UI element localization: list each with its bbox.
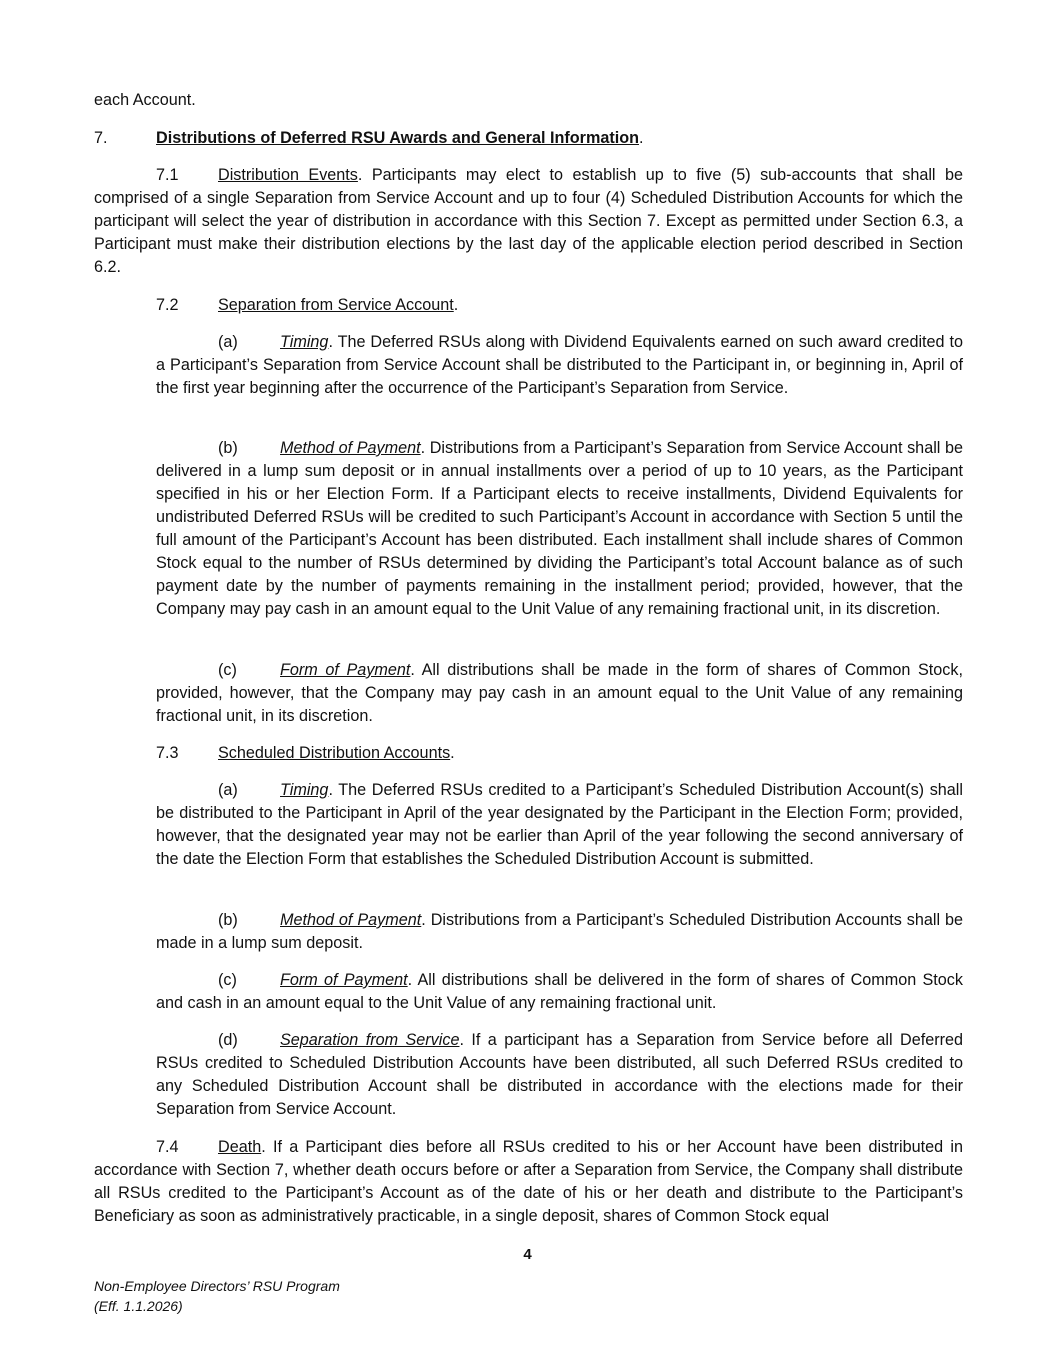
section-7-4-paragraph: 7.4 Death. If a Participant dies before all RSUs credited to his or her Account have been distributed in accordance with Section 7, whether death occurs before or after a Separation from Service, the Company shall distribute all RSUs credited to the Participant’s Account as of the date of his or her death and distribute to the Participant’s Beneficiary as soon as administratively practicable, in a single deposit, shares of Common Stock equal [94,1138,963,1225]
section-7-title: Distributions of Deferred RSU Awards and General Information [156,129,640,147]
footer-effective-date: (Eff. 1.1.2026) [94,1298,183,1314]
footer-title: Non-Employee Directors’ RSU Program [94,1278,340,1294]
footer [94,1276,340,1316]
section-7-2-a-paragraph: (a) Timing. The Deferred RSUs along with Dividend Equivalents earned on such award credited to a Participant’s Separation from Service Account shall be distributed to the Participant in, or beginning in, April of the first year beginning after the occurrence of the Participant’s Separation from Service. [156,333,963,397]
section-7-2-b-paragraph: (b) Method of Payment. Distributions from a Participant’s Separation from Service Account shall be delivered in a lump sum deposit or in annual installments over a period of up to 10 years, as the Participant specified in his or her Election Form. If a Participant elects to receive installments, Dividend Equivalents for undistributed Deferred RSUs will be credited to such Participant’s Account in accordance with Section 5 until the full amount of the Participant’s Account has been distributed. Each installment shall include shares of Common Stock equal to the number of RSUs determined by dividing the Participant’s total Account balance as of such payment date by the number of payments remaining in the installment period; provided, however, that the Company may pay cash in an amount equal to the Unit Value of any remaining fractional unit, in its discretion. [156,439,963,618]
page-number: 4 [523,1246,532,1263]
section-7-3-c-paragraph: (c) Form of Payment. All distributions shall be delivered in the form of shares of Common Stock and cash in an amount equal to the Unit Value of any remaining fractional unit. [156,971,963,1012]
section-7-2-c-paragraph: (c) Form of Payment. All distributions shall be made in the form of shares of Common Stock, provided, however, that the Company may pay cash in an amount equal to the Unit Value of any remaining fractional unit, in its discretion. [156,661,963,725]
section-7-3-heading: 7.3 Scheduled Distribution Accounts. [156,744,455,762]
section-7-3-b-paragraph: (b) Method of Payment. Distributions from a Participant’s Scheduled Distribution Accounts shall be made in a lump sum deposit. [156,911,963,952]
continuation-line: each Account. [94,91,196,109]
section-7-2-heading: 7.2 Separation from Service Account. [156,296,459,314]
section-7-1-heading: Distribution Events [218,166,358,184]
section-7-3-d-paragraph: (d) Separation from Service. If a participant has a Separation from Service before all Deferred RSUs credited to Scheduled Distribution Accounts have been distributed, all such Deferred RSUs credited to any Scheduled Distribution Account shall be distributed in accordance with the elections made for their Separation from Service Account. [156,1031,963,1118]
section-7-heading: 7. Distributions of Deferred RSU Awards and General Information. [94,129,644,147]
section-7-1-paragraph: 7.1 Distribution Events. Participants may elect to establish up to five (5) sub-accounts that shall be comprised of a single Separation from Service Account and up to four (4) Scheduled Distribution Accounts for which the participant will select the year of distribution in accordance with this Section 7. Except as permitted under Section 6.3, a Participant must make their distribution elections by the last day of the applicable election period described in Section 6.2. [94,166,963,276]
section-7-3-a-paragraph: (a) Timing. The Deferred RSUs credited to a Participant’s Scheduled Distribution Account(s) shall be distributed to the Participant in April of the year designated by the Participant in the Election Form; provided, however, that the designated year may not be earlier than April of the year following the second anniversary of the date the Election Form that establishes the Scheduled Distribution Account is submitted. [156,781,963,868]
